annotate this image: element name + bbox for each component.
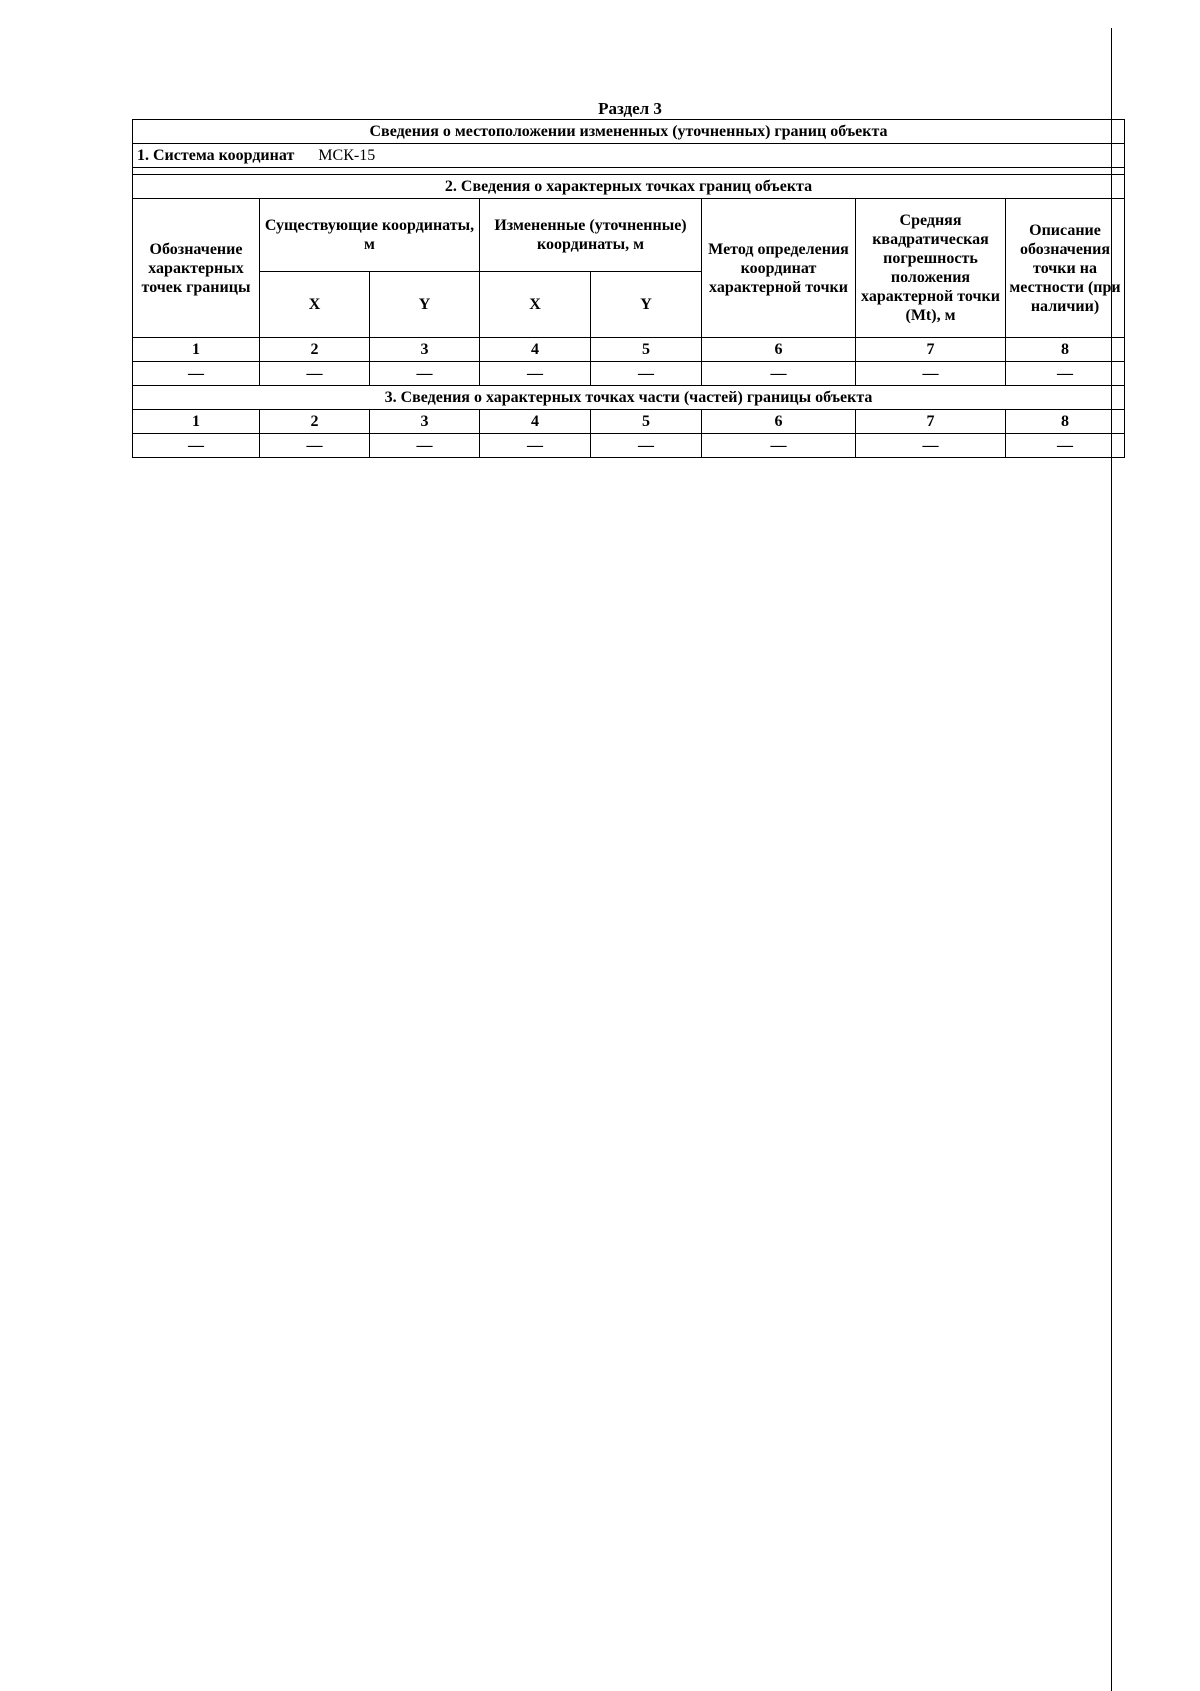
- column-number: 6: [702, 410, 856, 434]
- boundary-table: [132, 119, 1125, 458]
- column-number: 4: [480, 338, 591, 362]
- part2-number-row: [133, 338, 1125, 362]
- part2-title-row: [133, 175, 1125, 199]
- table-cell: —: [702, 434, 856, 458]
- header-method: Метод определения координат характерной точки: [702, 199, 856, 338]
- table-cell: —: [260, 434, 370, 458]
- table-cell: —: [260, 362, 370, 386]
- header-existing: Существующие координаты, м: [260, 199, 480, 272]
- coord-system-row: [133, 144, 1125, 168]
- header-changed-y: Y: [591, 272, 702, 338]
- coord-system-cell: [133, 144, 1125, 168]
- table-cell: —: [1006, 434, 1125, 458]
- column-number: 2: [260, 338, 370, 362]
- coord-system-label: 1. Система координат: [137, 147, 295, 164]
- table-cell: —: [856, 434, 1006, 458]
- table-cell: —: [370, 434, 480, 458]
- table-cell: —: [856, 362, 1006, 386]
- part2-title: 2. Сведения о характерных точках границ объекта: [133, 175, 1125, 199]
- header-error: Средняя квадратическая погрешность положения характерной точки (Mt), м: [856, 199, 1006, 338]
- part2-header-row-1: [133, 199, 1125, 272]
- column-number: 5: [591, 410, 702, 434]
- column-number: 2: [260, 410, 370, 434]
- column-number: 1: [133, 338, 260, 362]
- spacer-row: [133, 168, 1125, 175]
- table-heading: Сведения о местоположении измененных (уточненных) границ объекта: [133, 120, 1125, 144]
- header-changed: Измененные (уточненные) координаты, м: [480, 199, 702, 272]
- table-cell: —: [480, 434, 591, 458]
- header-description: Описание обозначения точки на местности (при наличии): [1006, 199, 1125, 338]
- part3-number-row: [133, 410, 1125, 434]
- column-number: 7: [856, 338, 1006, 362]
- header-existing-x: X: [260, 272, 370, 338]
- table-cell: —: [702, 362, 856, 386]
- table-cell: —: [1006, 362, 1125, 386]
- table-cell: —: [133, 362, 260, 386]
- table-cell: —: [133, 434, 260, 458]
- header-designation: Обозначение характерных точек границы: [133, 199, 260, 338]
- column-number: 4: [480, 410, 591, 434]
- part3-title: 3. Сведения о характерных точках части (частей) границы объекта: [133, 386, 1125, 410]
- part3-data-row: [133, 434, 1125, 458]
- column-number: 6: [702, 338, 856, 362]
- column-number: 7: [856, 410, 1006, 434]
- part2-data-row: [133, 362, 1125, 386]
- column-number: 3: [370, 410, 480, 434]
- header-existing-y: Y: [370, 272, 480, 338]
- column-number: 8: [1006, 410, 1125, 434]
- header-changed-x: X: [480, 272, 591, 338]
- coord-system-value: МСК-15: [318, 147, 376, 164]
- column-number: 1: [133, 410, 260, 434]
- table-cell: —: [591, 434, 702, 458]
- column-number: 3: [370, 338, 480, 362]
- section-title: Раздел 3: [598, 99, 662, 118]
- column-number: 8: [1006, 338, 1125, 362]
- table-cell: —: [370, 362, 480, 386]
- part3-title-row: [133, 386, 1125, 410]
- table-cell: —: [591, 362, 702, 386]
- heading-row: [133, 120, 1125, 144]
- spacer-cell: [133, 168, 1125, 175]
- column-number: 5: [591, 338, 702, 362]
- table-cell: —: [480, 362, 591, 386]
